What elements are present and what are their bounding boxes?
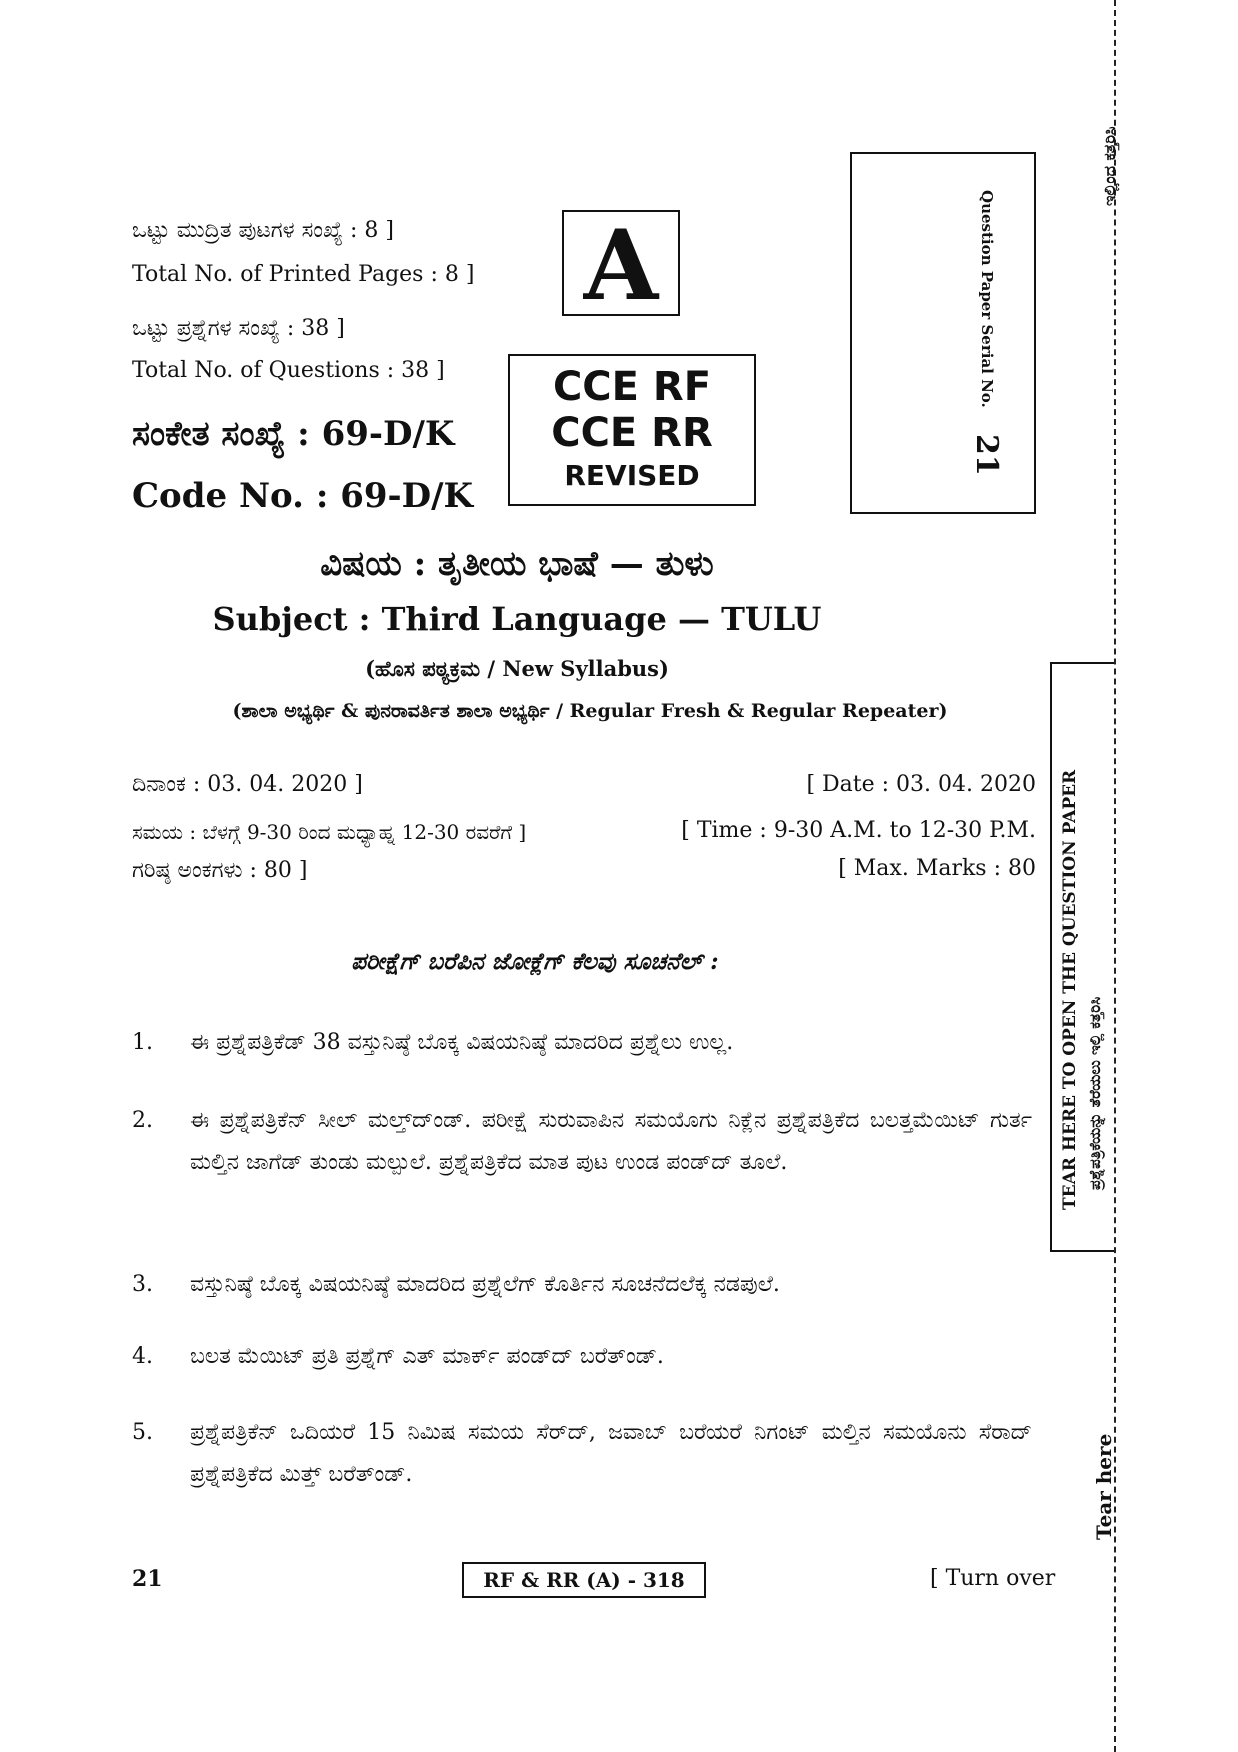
instruction-text: ಈ ಪ್ರಶ್ನೆಪತ್ರಿಕೆನ್ ಸೀಲ್ ಮಲ್ತ್‌ದ್‌ಂಡ್. ಪರೀಕ್ಷೆ ಸುರುವಾಪಿನ ಸಮಯೊಗು ನಿಕ್ಲೆನ ಪ್ರಶ್ನೆಪತ್ರಿಕೆದ ಬಲತ್ತಮೆಯಿಟ್ ಗುರ್ತ ಮಲ್ತಿನ ಜಾಗೆಡ್ ತುಂಡು ಮಲ್ಪುಲೆ. ಪ್ರಶ್ನೆಪತ್ರಿಕೆದ ಮಾತ ಪುಟ ಉಂಡ ಪಂಡ್‌ದ್ ತೂಲೆ. <box>190 1108 1032 1175</box>
instruction-number: 3. <box>132 1272 153 1297</box>
total-questions-english: Total No. of Questions : 38 ] <box>132 358 445 383</box>
tear-instruction-english: TEAR HERE TO OPEN THE QUESTION PAPER <box>1060 769 1080 1210</box>
tear-kannada-top: ಇಲ್ಲಿಂದ ಕತ್ತರಿಸಿ <box>1100 126 1119 206</box>
code-number-kannada: ಸಂಕೇತ ಸಂಖ್ಯೆ : 69-D/K <box>132 414 455 454</box>
instruction-number: 2. <box>132 1108 153 1133</box>
subject-kannada: ವಿಷಯ : ತೃತೀಯ ಭಾಷೆ — ತುಳು <box>320 544 714 584</box>
version-letter-box <box>562 209 680 322</box>
revised-label: REVISED <box>564 459 700 492</box>
printed-pages-kannada: ಒಟ್ಟು ಮುದ್ರಿತ ಪುಟಗಳ ಸಂಖ್ಯೆ : 8 ] <box>132 218 394 243</box>
printed-pages-english: Total No. of Printed Pages : 8 ] <box>132 262 475 287</box>
serial-number-box <box>850 152 1036 514</box>
date-english: [ Date : 03. 04. 2020 <box>806 772 1036 797</box>
cce-box <box>508 354 756 506</box>
instruction-text: ಈ ಪ್ರಶ್ನೆಪತ್ರಿಕೆಡ್ 38 ವಸ್ತುನಿಷ್ಠೆ ಬೊಕ್ಕ ವಿಷಯನಿಷ್ಠೆ ಮಾದರಿದ ಪ್ರಶ್ನೆಲು ಉಲ್ಲ. <box>190 1030 734 1055</box>
instruction-text: ಬಲತ ಮೆಯಿಟ್ ಪ್ರತಿ ಪ್ರಶ್ನೆಗ್ ಎತ್ ಮಾರ್ಕ್ ಪಂಡ್‌ದ್ ಬರೆತ್‌ಂಡ್. <box>190 1344 664 1369</box>
page-number: 21 <box>132 1566 163 1592</box>
time-english: [ Time : 9-30 A.M. to 12-30 P.M. <box>681 818 1036 843</box>
time-kannada: ಸಮಯ : ಬೆಳಗ್ಗೆ 9-30 ರಿಂದ ಮಧ್ಯಾಹ್ನ 12-30 ರವರೆಗೆ ] <box>132 820 527 844</box>
instruction-number: 4. <box>132 1344 153 1369</box>
code-number-english: Code No. : 69-D/K <box>132 476 474 516</box>
instructions-heading: ಪರೀಕ್ಷೆಗ್ ಬರೆಪಿನ ಜೋಕ್ಲೆಗ್ ಕೆಲವು ಸೂಚನೆಲ್ : <box>351 948 719 975</box>
cce-rr-label: CCE RR <box>551 410 713 456</box>
tear-here-label: Tear here <box>1092 1433 1116 1540</box>
instruction-number: 5. <box>132 1420 153 1445</box>
instruction-item <box>132 1412 1032 1502</box>
total-questions-kannada: ಒಟ್ಟು ಪ್ರಶ್ನೆಗಳ ಸಂಖ್ಯೆ : 38 ] <box>132 316 345 341</box>
instruction-number: 1. <box>132 1030 153 1055</box>
serial-number-label: Question Paper Serial No. <box>978 190 996 408</box>
max-marks-kannada: ಗರಿಷ್ಠ ಅಂಕಗಳು : 80 ] <box>132 858 308 883</box>
serial-number: 21 <box>969 434 1004 476</box>
paper-code: RF & RR (A) - 318 <box>462 1562 706 1598</box>
instruction-item <box>132 1022 1032 1066</box>
candidate-type: (ಶಾಲಾ ಅಭ್ಯರ್ಥಿ & ಪುನರಾವರ್ತಿತ ಶಾಲಾ ಅಭ್ಯರ್ಥಿ / Regular Fresh & Regular Repeater) <box>232 700 948 722</box>
instruction-item <box>132 1264 1032 1308</box>
syllabus-label: (ಹೊಸ ಪಠ್ಯಕ್ರಮ / New Syllabus) <box>365 656 669 681</box>
instruction-item <box>132 1100 1032 1230</box>
version-letter: A <box>583 209 659 322</box>
max-marks-english: [ Max. Marks : 80 <box>838 856 1036 881</box>
turn-over-label: [ Turn over <box>930 1566 1056 1591</box>
tear-instruction-kannada: ಪ್ರಶ್ನೆಪತ್ರಿಕೆಯನ್ನು ತೆರೆಯಲು ಇಲ್ಲಿ ಕತ್ತರಿಸಿ <box>1086 996 1104 1190</box>
cce-rf-label: CCE RF <box>552 364 712 410</box>
instruction-text: ಪ್ರಶ್ನೆಪತ್ರಿಕೆನ್ ಒದಿಯರೆ 15 ನಿಮಿಷ ಸಮಯ ಸೆರ್‌ದ್, ಜವಾಬ್ ಬರೆಯರೆ ನಿಗಂಟ್ ಮಲ್ತಿನ ಸಮಯೊನು ಸೆರಾದ್ ಪ್ರಶ್ನೆಪತ್ರಿಕೆದ ಮಿತ್ತ್ ಬರೆತ್‌ಂಡ್. <box>190 1420 1032 1487</box>
instruction-item <box>132 1336 1032 1380</box>
subject-english: Subject : Third Language — TULU <box>212 600 822 638</box>
instruction-text: ವಸ್ತುನಿಷ್ಠೆ ಬೊಕ್ಕ ವಿಷಯನಿಷ್ಠೆ ಮಾದರಿದ ಪ್ರಶ್ನೆಲೆಗ್ ಕೊರ್ತಿನ ಸೂಚನೆದಲೆಕ್ಕ ನಡಪುಲೆ. <box>190 1272 780 1297</box>
date-kannada: ದಿನಾಂಕ : 03. 04. 2020 ] <box>132 772 363 797</box>
